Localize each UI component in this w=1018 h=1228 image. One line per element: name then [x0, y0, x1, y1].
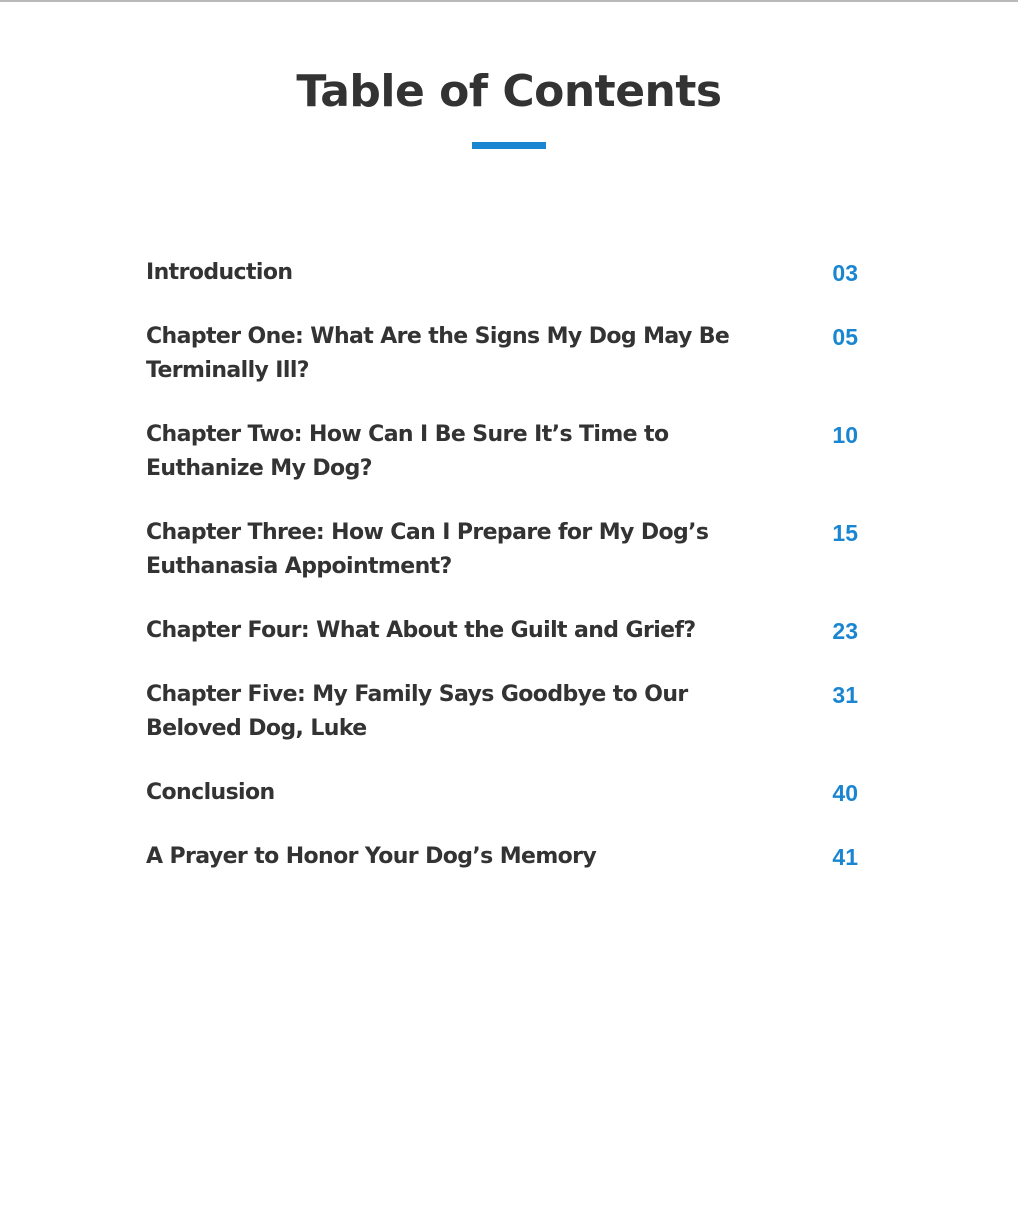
toc-entry-conclusion[interactable]: [146, 776, 862, 810]
toc-entry-title: Chapter Four: What About the Guilt and Grief?: [146, 618, 696, 643]
toc-entry-chapter-two[interactable]: [146, 418, 862, 486]
toc-entry-chapter-three[interactable]: [146, 516, 862, 584]
table-of-contents-list: [146, 256, 862, 904]
toc-entry-prayer[interactable]: [146, 840, 862, 874]
toc-entry-page-number: 41: [832, 844, 858, 870]
toc-entry-page-number: 05: [832, 324, 858, 350]
toc-entry-title: Introduction: [146, 260, 293, 285]
title-accent-underline: [472, 142, 546, 149]
toc-entry-chapter-four[interactable]: [146, 614, 862, 648]
toc-entry-title: Chapter Three: How Can I Prepare for My Dog’s Euthanasia Appointment?: [146, 520, 709, 579]
top-border-line: [0, 0, 1018, 2]
toc-entry-page-number: 31: [832, 682, 858, 708]
toc-entry-title: Chapter Five: My Family Says Goodbye to Our Beloved Dog, Luke: [146, 682, 688, 741]
page-title: Table of Contents: [296, 66, 722, 117]
toc-entry-page-number: 03: [832, 260, 858, 286]
toc-entry-page-number: 15: [832, 520, 858, 546]
toc-entry-title: A Prayer to Honor Your Dog’s Memory: [146, 844, 597, 869]
toc-entry-chapter-five[interactable]: [146, 678, 862, 746]
toc-entry-page-number: 10: [832, 422, 858, 448]
toc-entry-title: Chapter Two: How Can I Be Sure It’s Time to Euthanize My Dog?: [146, 422, 669, 481]
toc-entry-page-number: 23: [832, 618, 858, 644]
toc-entry-title: Chapter One: What Are the Signs My Dog May Be Terminally Ill?: [146, 324, 730, 383]
toc-entry-title: Conclusion: [146, 780, 275, 805]
toc-entry-introduction[interactable]: [146, 256, 862, 290]
toc-entry-page-number: 40: [832, 780, 858, 806]
toc-entry-chapter-one[interactable]: [146, 320, 862, 388]
